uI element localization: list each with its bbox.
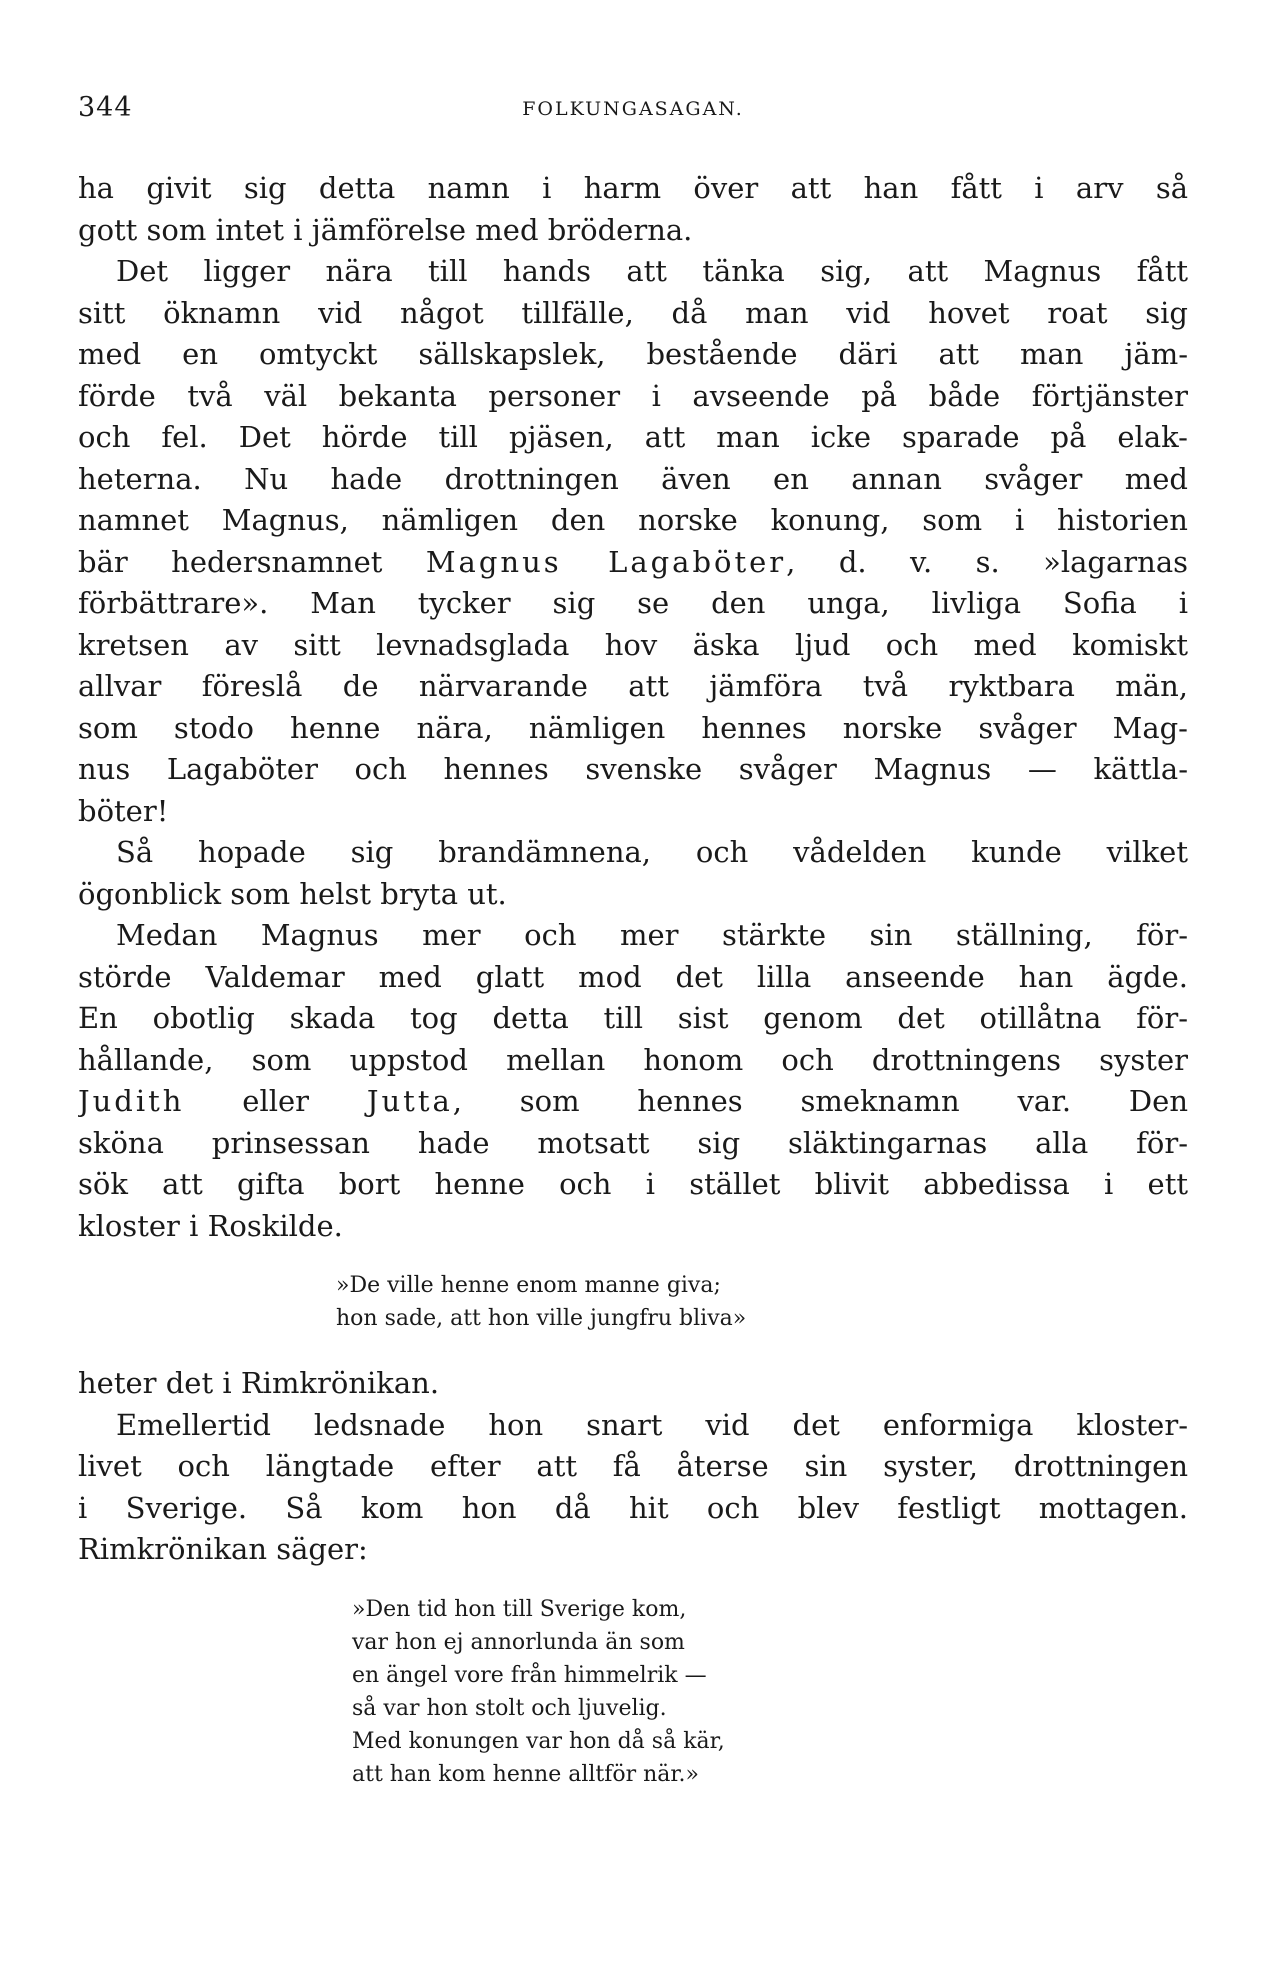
text-line: kretsen av sitt levnadsglada hov äska ljud och med komiskt (78, 627, 1188, 662)
text-line: störde Valdemar med glatt mod det lilla anseende han ägde. (78, 959, 1188, 994)
text-line: förde två väl bekanta personer i avseende på både förtjänster (78, 378, 1188, 413)
text-line: sköna prinsessan hade motsatt sig släktingarnas alla för- (78, 1125, 1188, 1160)
text-line: med en omtyckt sällskapslek, bestående däri att man jäm- (78, 337, 1188, 371)
text-line: ha givit sig detta namn i harm över att han fått i arv så (78, 171, 1188, 205)
body-text (78, 168, 1188, 1791)
text-line: heterna. Nu hade drottningen även en annan svåger med (78, 461, 1188, 496)
text-line: sitt öknamn vid något tillfälle, då man vid hovet roat sig (78, 295, 1188, 330)
text-line: heter det i Rimkrönikan. (78, 1366, 440, 1400)
text-line (78, 542, 1188, 584)
text-line: ögonblick som helst bryta ut. (78, 876, 507, 911)
text-line: i Sverige. Så kom hon då hit och blev festligt mottagen. (78, 1490, 1188, 1525)
text-line: nus Lagaböter och hennes svenske svåger Magnus — kättla- (78, 752, 1188, 786)
verse-line: »Den tid hon till Sverige kom, (352, 1596, 687, 1622)
text-line: sök att gifta bort henne och i stället blivit abbedissa i ett (78, 1167, 1188, 1201)
text-line: livet och längtade efter att få återse sin syster, drottningen (78, 1449, 1188, 1483)
verse-line: att han kom henne alltför när.» (352, 1761, 699, 1787)
verse-line: »De ville henne enom manne giva; (336, 1273, 721, 1298)
text-line: som stodo henne nära, nämligen hennes norske svåger Mag- (78, 710, 1188, 745)
verse-line: en ängel vore från himmelrik — (352, 1662, 707, 1688)
verse-line: Med konungen var hon då så kär, (352, 1728, 725, 1754)
page-number: 344 (78, 92, 133, 123)
text-line (78, 1081, 1188, 1123)
text-fragment: , som hennes smeknamn var. Den (452, 1084, 1188, 1118)
text-line: allvar föreslå de närvarande att jämföra två ryktbara män, (78, 669, 1188, 703)
text-line: Rimkrönikan säger: (78, 1532, 368, 1566)
text-fragment: eller (242, 1084, 310, 1118)
text-fragment: , d. v. s. »lagarnas (786, 544, 1188, 579)
text-line: namnet Magnus, nämligen den norske konung, som i historien (78, 503, 1188, 537)
running-title: FOLKUNGASAGAN. (522, 98, 744, 120)
text-fragment: bär hedersnamnet (78, 544, 383, 579)
text-line: kloster i Roskilde. (78, 1208, 343, 1243)
text-line: hållande, som uppstod mellan honom och drottningens syster (78, 1042, 1188, 1077)
text-line: Medan Magnus mer och mer stärkte sin ställning, för- (116, 918, 1188, 952)
verse-line: var hon ej annorlunda än som (352, 1629, 685, 1655)
verse-quote (78, 1593, 1188, 1791)
spaced-name: Jutta (366, 1084, 453, 1118)
spaced-name: Judith (78, 1084, 185, 1118)
verse-line: så var hon stolt och ljuvelig. (352, 1695, 667, 1721)
verse-line: hon sade, att hon ville jungfru bliva» (336, 1306, 747, 1331)
text-line: böter! (78, 793, 169, 828)
text-line: En obotlig skada tog detta till sist genom det otillåtna för- (78, 1001, 1188, 1035)
page-header (78, 92, 1188, 138)
text-line: gott som intet i jämförelse med bröderna. (78, 212, 693, 247)
text-line: Emellertid ledsnade hon snart vid det enformiga kloster- (116, 1407, 1188, 1442)
text-line: Så hopade sig brandämnena, och vådelden kunde vilket (116, 835, 1188, 869)
verse-quote (78, 1269, 1188, 1335)
text-line: och fel. Det hörde till pjäsen, att man icke sparade på elak- (78, 420, 1188, 454)
spaced-name: Magnus Lagaböter (425, 544, 787, 579)
book-page (78, 92, 1188, 1819)
text-line: Det ligger nära till hands att tänka sig, att Magnus fått (116, 254, 1188, 288)
text-line: förbättrare». Man tycker sig se den unga, livliga Sofia i (78, 586, 1188, 620)
